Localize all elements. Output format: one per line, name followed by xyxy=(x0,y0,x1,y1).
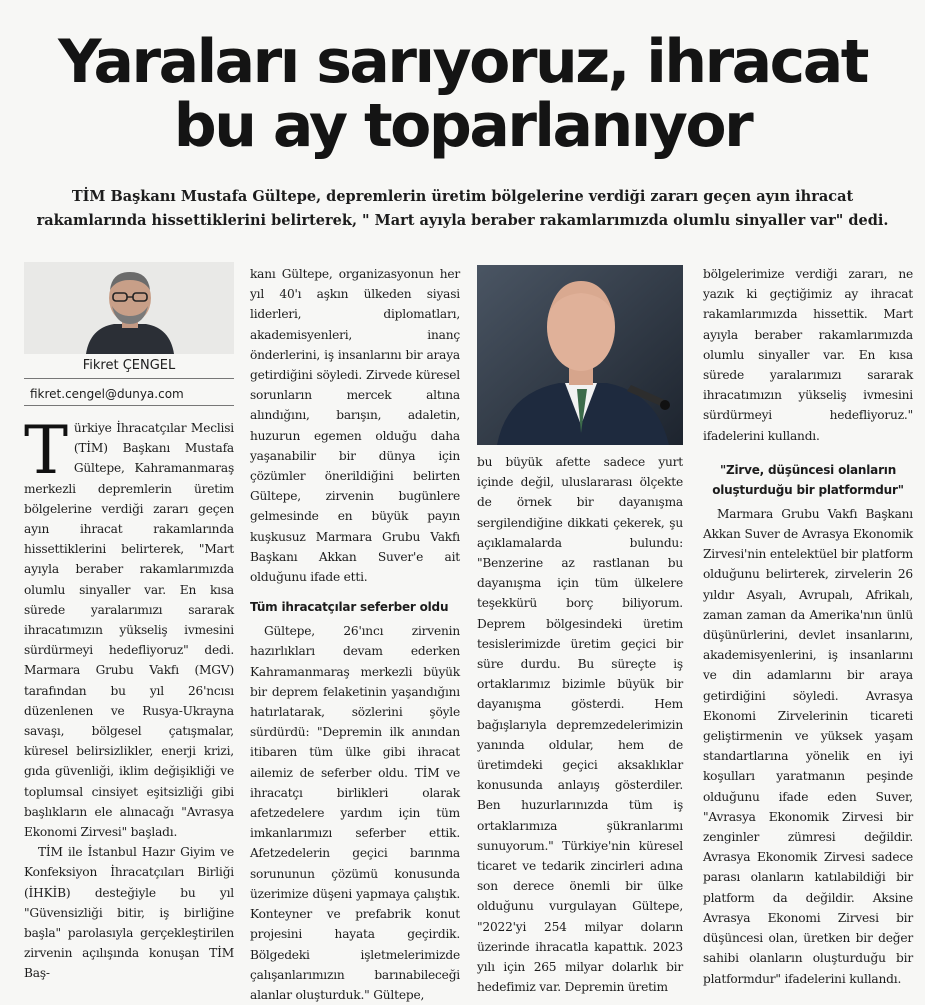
section-heading: "Zirve, düşüncesi olanların oluşturduğu bir platformdur" xyxy=(712,462,904,497)
paragraph: kanı Gültepe, organizasyonun her yıl 40'ı aşkın ülkeden siyasi liderleri, diplomatları, akademisyenleri, inanç önderlerini, iş insanlarını bir araya getirdiğini söyledi. Zirvede küresel sorunların mercek altına alındığını, barışın, adaletin, huzurun egemen olduğu daha yaşanabilir bir dünya için çözümler önerildiğini belirten Gültepe, zirvenin bugünlere gelmesinde en büyük payın kuşkusuz Marmara Grubu Vakfı Başkanı Akkan Suver'e ait olduğunu ifade etti. xyxy=(250,267,460,585)
author-box xyxy=(24,262,234,406)
headline-line-1: Yaraları sarıyoruz, ihracat xyxy=(58,27,867,97)
article-column-3 xyxy=(477,452,683,997)
paragraph-text: ürkiye İhracatçılar Meclisi (TİM) Başkanı Mustafa Gültepe, Kahramanmaraş merkezli depremlerin üretim bölgelerine verdiği zararı geçen ayın ihracat rakamlarında hissettiklerini belirterek, "Mart ayıyla beraber rakamlarımızda olumlu sinyaller var. En kısa sürede yaralarımızı sararak ihracatımızın yükseliş ivmesini sürdürmeyi hedefliyoruz" dedi. Marmara Grubu Vakfı (MGV) tarafından bu yıl 26'ncısı düzenlenen ve Rusya-Ukrayna savaşı, bölgesel çatışmalar, küresel belirsizlikler, enerji krizi, gıda güvenliği, iklim değişikliği ve toplumsal cinsiyet eşitsizliği gibi başlıkların ele alınacağı "Avrasya Ekonomi Zirvesi" başladı. xyxy=(24,421,234,840)
paragraph: TİM ile İstanbul Hazır Giyim ve Konfeksiyon İhracatçıları Birliği (İHKİB) desteğiyle bu yıl "Güvensizliği bitir, iş birliğine başla" parolasıyla gerçekleştirilen zirvenin açılışında konuşan TİM Baş- xyxy=(24,845,234,981)
paragraph: Marmara Grubu Vakfı Başkanı Akkan Suver de Avrasya Ekonomik Zirvesi'nin entelektüel bir platform olduğunu belirterek, zirvelerin 26 yıldır Asyalı, Avrupalı, Afrikalı, zaman zaman da Amerika'nın ünlü düşünürlerini, devlet insanlarını, akademisyenlerini, iş insanlarını ve din adamlarını bir araya getirdiğini söyledi. Avrasya Ekonomi Zirvelerinin ticareti geliştirmenin ve yüksek yaşam standartlarına yönelik en iyi koşulları yaratmanın peşinde olduğunu ifade eden Suver, "Avrasya Ekonomik Zirvesi bir zenginler zümresi değildir. Avrasya Ekonomik Zirvesi sadece parası olanların katılabildiği bir platform da değildir. Aksine Avrasya Ekonomi Zirvesi bir düşüncesi olan, üretken bir değer sahibi olanların oluşturduğu bir platformdur" ifadelerini kullandı. xyxy=(703,506,913,986)
article-column-1 xyxy=(24,412,234,984)
headline-line-2: bu ay toparlanıyor xyxy=(173,91,752,161)
dropcap: T xyxy=(24,412,68,489)
section-heading: Tüm ihracatçılar seferber oldu xyxy=(250,600,449,615)
paragraph: bu büyük afette sadece yurt içinde değil, uluslararası ölçekte de örnek bir dayanışma sergilendiğine dikkati çekerek, şu açıklamalarda bulundu: "Benzerine az rastlanan bu dayanışma için tüm ülkelere teşekkürü borç biliyorum. Deprem bölgesindeki üretim tesislerimizde üretim geçici bir süre durdu. Bu süreçte iş ortaklarımız bizimle büyük bir dayanışma gösterdi. Hem bağışlarıyla depremzedelerimizin yanında oldular, hem de üretimdeki geçici aksaklıklar konusunda anlayış gösterdiler. Ben huzurlarınızda tüm iş ortaklarımıza şükranlarımı sunuyorum." Türkiye'nin küresel ticaret ve tedarik zincirleri adına son derece önemli bir ülke olduğunu vurgulayan Gültepe, "2022'yi 254 milyar doların üzerinde ihracatla kapattık. 2023 yılı için 265 milyar dolarlık bir hedefimiz var. Depremin üretim xyxy=(477,455,683,995)
paragraph xyxy=(24,412,234,842)
author-portrait-illustration xyxy=(24,262,234,354)
article-column-2 xyxy=(250,264,460,1005)
paragraph: Gültepe, 26'ıncı zirvenin hazırlıkları devam ederken Kahramanmaraş merkezli büyük bir deprem felaketinin yaşandığını hatırlatarak, sözlerini şöyle sürdürdü: "Depremin ilk anından itibaren tüm ülke gibi ihracat ailemiz de seferber oldu. TİM ve ihracatçı birlikleri olarak afetzedelere yardım için tüm imkanlarımızı seferber ettik. Afetzedelerin geçici barınma sorununun çözümü konusunda üzerimize düşeni yapmaya çalıştık. Konteyner ve prefabrik konut projesini hayata geçirdik. Bölgedeki işletmelerimizde çalışanlarımızın barınabileceği alanlar oluşturduk." Gültepe, xyxy=(250,624,460,1002)
author-name: Fikret ÇENGEL xyxy=(24,354,234,379)
headline xyxy=(0,27,925,161)
speaker-photo xyxy=(477,265,683,445)
subheadline: TİM Başkanı Mustafa Gültepe, depremlerin üretim bölgelerine verdiği zararı geçen ayın ihracat rakamlarında hissettiklerini belirterek, " Mart ayıyla beraber rakamlarımızda olumlu sinyaller var" dedi. xyxy=(36,188,889,229)
paragraph: bölgelerimize verdiği zararı, ne yazık ki geçtiğimiz ay ihracat rakamlarımızda hissettik. Mart ayıyla beraber rakamlarımızda olumlu sinyaller var. En kısa sürede yaralarımızı sararak ihracatımızın yükseliş ivmesini sürdürmeyi hedefliyoruz." ifadelerini kullandı. xyxy=(703,267,913,443)
article-column-4 xyxy=(703,264,913,989)
author-email: fikret.cengel@dunya.com xyxy=(24,383,234,406)
speaker-portrait-illustration xyxy=(477,265,683,445)
author-photo xyxy=(24,262,234,354)
